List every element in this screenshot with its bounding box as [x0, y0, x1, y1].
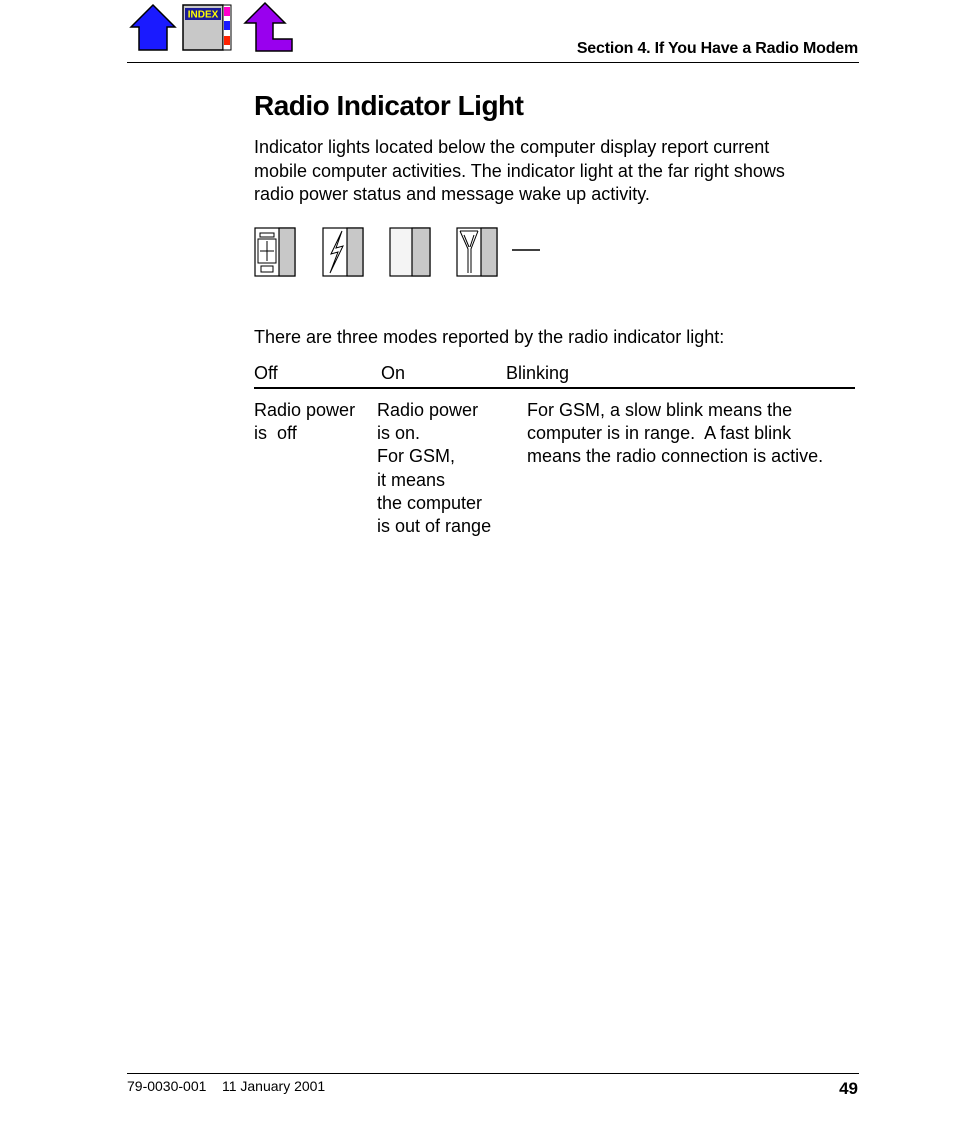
page-title: Radio Indicator Light — [254, 90, 524, 121]
battery-icon — [255, 228, 295, 276]
cell-line: For GSM, — [377, 446, 456, 467]
cell-line: is off — [254, 423, 297, 444]
table-cell-on — [377, 399, 491, 538]
cell-line: Radio power — [254, 400, 356, 420]
table-header-off: Off — [254, 363, 278, 383]
cell-line: the computer — [377, 492, 483, 513]
home-icon — [129, 3, 177, 51]
index-book-icon — [182, 3, 234, 51]
intro-line: radio power status and message wake up activity. — [254, 184, 650, 204]
cell-line: it means — [377, 469, 446, 490]
cell-line: means the radio connection is active. — [527, 446, 824, 467]
blank-icon — [390, 228, 430, 276]
table-cell-blinking — [527, 399, 823, 469]
lightning-icon — [323, 228, 363, 276]
table-cell-off — [254, 399, 355, 445]
back-up-button[interactable] — [243, 1, 295, 53]
modes-intro: There are three modes reported by the radio indicator light: — [254, 327, 725, 347]
header-rule — [127, 62, 859, 63]
cell-line: computer is in range. A fast blink — [527, 423, 792, 444]
footer-rule — [127, 1073, 859, 1074]
home-button[interactable] — [129, 3, 177, 51]
intro-paragraph — [254, 136, 854, 207]
section-title: Section 4. If You Have a Radio Modem — [576, 40, 858, 57]
cell-line: Radio power — [377, 400, 479, 420]
up-arrow-icon — [243, 1, 295, 53]
index-button[interactable] — [182, 3, 234, 51]
cell-line: is on. — [377, 423, 421, 444]
svg-text:INDEX: INDEX — [187, 9, 219, 21]
indicator-lights-illustration — [254, 227, 554, 284]
table-header-blinking: Blinking — [506, 363, 570, 383]
cell-line: is out of range — [377, 516, 492, 537]
cell-line: For GSM, a slow blink means the — [527, 400, 793, 420]
table-header-rule — [254, 387, 855, 389]
intro-line: mobile computer activities. The indicator light at the far right shows — [254, 160, 785, 181]
intro-line: Indicator lights located below the computer display report current — [254, 137, 770, 157]
antenna-icon — [457, 228, 497, 276]
footer-doc-id: 79-0030-001 11 January 2001 — [127, 1078, 326, 1094]
page-number: 49 — [839, 1079, 858, 1098]
table-header-on: On — [381, 363, 406, 383]
